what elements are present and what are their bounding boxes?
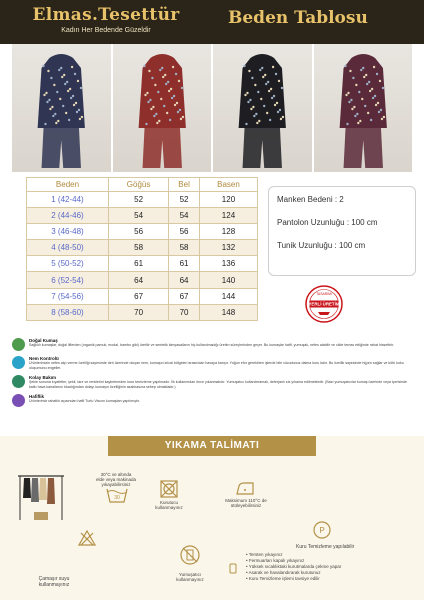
no-tumble-label: Kurutucu kullanmayınız [155, 500, 183, 510]
cell-beden: 2 (44-46) [27, 208, 109, 224]
care-item: • Yüksek sıcaklıktaki kurutmalarda çekme yapar [246, 564, 341, 570]
cell-bel: 64 [169, 272, 200, 288]
no-softener-label: Yumuşatıcı kullanmayınız [176, 572, 204, 582]
cell-gogus: 70 [108, 304, 168, 320]
droplet-icon [12, 356, 25, 369]
feature-list [12, 338, 412, 412]
product-photo-red [113, 44, 212, 172]
washing-section [0, 436, 424, 600]
table-row [27, 192, 258, 208]
header-banner [0, 0, 424, 44]
feature-text: Şekle sonuna kıyafetler, şekli, tarz ve renklerini kaybetmeden kuru temizleme yapılmadır. İlk kullanımdan önce yıkanmalıdır. Yumuşatıcı kullanılmamalı, deterjanlı sık yıkama edilmektedir. (Bazı yumuşatıcılar kumaş üzerinde veya içerisinde katkı hava kanallarını tıkadığından dolayı kumaşın özelliğinin azalmasına sebep olmaktadır.) [29, 380, 408, 389]
feature-item [12, 356, 412, 370]
table-row [27, 224, 258, 240]
wash-30-icon [106, 486, 128, 504]
care-list [246, 552, 341, 582]
size-table [26, 177, 258, 321]
feature-title: Nem Kontrolü [29, 356, 59, 361]
cell-bel: 61 [169, 256, 200, 272]
feature-text: Ürünlerimizin nefes alıp verme özelliği sayesinde deri üzerinde oluşan nem, kumaşın kılcal bölgeleri arasından havaya karışır. Yoğun efor gerektiren işlerde bile vücudunuz daima kuru kalır. Bu özellik sayesinde hijyen sağlar ve kötü koku oluşumunu engeller. [29, 361, 404, 370]
header-beden: Beden [27, 178, 109, 192]
iron-label: Maksimum 110°C de ütüleyebilirsiniz [225, 498, 267, 508]
product-photos [12, 44, 412, 172]
cell-bel: 67 [169, 288, 200, 304]
cell-gogus: 56 [108, 224, 168, 240]
cell-gogus: 58 [108, 240, 168, 256]
product-photo-black [213, 44, 312, 172]
cell-basen: 128 [199, 224, 257, 240]
cell-gogus: 67 [108, 288, 168, 304]
feature-text: Ürünlerimiz rahatlık açısından hafif Turlu Viscon kumaştan yapılmıştır. [29, 399, 140, 404]
leaf-icon [12, 338, 25, 351]
no-softener-icon [178, 544, 202, 566]
brand-name: Elmas.Tesettür [32, 5, 180, 25]
header-bel: Bel [169, 178, 200, 192]
cell-beden: 8 (58-60) [27, 304, 109, 320]
cell-bel: 58 [169, 240, 200, 256]
cell-basen: 136 [199, 256, 257, 272]
cell-beden: 5 (50-52) [27, 256, 109, 272]
cell-beden: 3 (46-48) [27, 224, 109, 240]
no-bleach-icon [78, 530, 96, 546]
svg-text:30: 30 [114, 495, 120, 501]
feature-title: Kolay Bakım [29, 375, 57, 381]
model-info-box [268, 186, 416, 276]
cell-gogus: 61 [108, 256, 168, 272]
local-production-badge [304, 284, 344, 324]
svg-text:P: P [319, 526, 325, 535]
feature-item [12, 338, 412, 351]
header-gogus: Göğüs [108, 178, 168, 192]
table-row [27, 256, 258, 272]
badge-top-text: TASARIMI [316, 292, 332, 296]
product-photo-plum [314, 44, 413, 172]
table-row [27, 240, 258, 256]
cell-bel: 56 [169, 224, 200, 240]
wash-temp-label: 30°C ve altında elde veya makinada yıkayabilirsiniz [95, 472, 137, 487]
care-item: • Kuru Temizleme işlemi tavsiye edilir [246, 576, 341, 582]
brand-slogan: Kadın Her Bedende Güzeldir [61, 27, 151, 34]
cell-basen: 148 [199, 304, 257, 320]
no-tumble-dry-icon [160, 480, 178, 498]
cell-gogus: 54 [108, 208, 168, 224]
brand-block [0, 0, 212, 34]
care-item: • Asarak ve havalandırarak kurutunuz [246, 570, 341, 576]
washing-title: YIKAMA TALİMATI [108, 436, 316, 456]
cell-basen: 144 [199, 288, 257, 304]
bottle-icon [226, 562, 240, 574]
care-item: • Fermuarları kapalı yıkayınız [246, 558, 341, 564]
trouser-length: Pantolon Uzunluğu : 100 cm [277, 218, 378, 227]
product-photo-navy [12, 44, 111, 172]
cell-beden: 4 (48-50) [27, 240, 109, 256]
cell-basen: 124 [199, 208, 257, 224]
cell-basen: 120 [199, 192, 257, 208]
cell-basen: 132 [199, 240, 257, 256]
cell-gogus: 64 [108, 272, 168, 288]
clothes-rack-icon [14, 472, 68, 522]
model-size: Manken Bedeni : 2 [277, 195, 344, 204]
no-bleach-label: Çamaşır suyu kullanmayınız [38, 576, 70, 588]
feature-text: Sağlıklı kumaşlar, doğal liflerden (organik pamuk, modal, bambu gibi) üretilir ve sentetik kimyasalların hiç kullanılmadığı üretim süreçlerinden geçer. Bu kumaşlar hafif, yumuşak, nefes alabilir ve cilde temas ettiğinde rahat hissettirir. [29, 343, 395, 347]
cell-beden: 7 (54-56) [27, 288, 109, 304]
feature-title: Doğal Kumaş [29, 338, 58, 343]
cell-basen: 140 [199, 272, 257, 288]
cell-beden: 6 (52-54) [27, 272, 109, 288]
dry-clean-icon [312, 520, 332, 540]
care-icon [12, 375, 25, 388]
badge-main-text: YERLİ ÜRETİM [308, 301, 340, 307]
iron-icon [234, 480, 256, 496]
tunic-length: Tunik Uzunluğu : 100 cm [277, 241, 366, 250]
table-row [27, 272, 258, 288]
feature-title: Hafiflik [29, 394, 45, 400]
cell-gogus: 52 [108, 192, 168, 208]
table-row [27, 208, 258, 224]
size-table-header [27, 178, 258, 192]
feature-item [12, 375, 412, 389]
care-item: • Tersten yıkayınız [246, 552, 341, 558]
cell-bel: 70 [169, 304, 200, 320]
page-title: Beden Tablosu [228, 8, 368, 28]
header-basen: Basen [199, 178, 257, 192]
feature-item [12, 394, 412, 407]
cell-beden: 1 (42-44) [27, 192, 109, 208]
cell-bel: 52 [169, 192, 200, 208]
dry-clean-label: Kuru Temizleme yapılabilir [296, 544, 355, 550]
table-row [27, 304, 258, 320]
table-row [27, 288, 258, 304]
feather-icon [12, 394, 25, 407]
cell-bel: 54 [169, 208, 200, 224]
